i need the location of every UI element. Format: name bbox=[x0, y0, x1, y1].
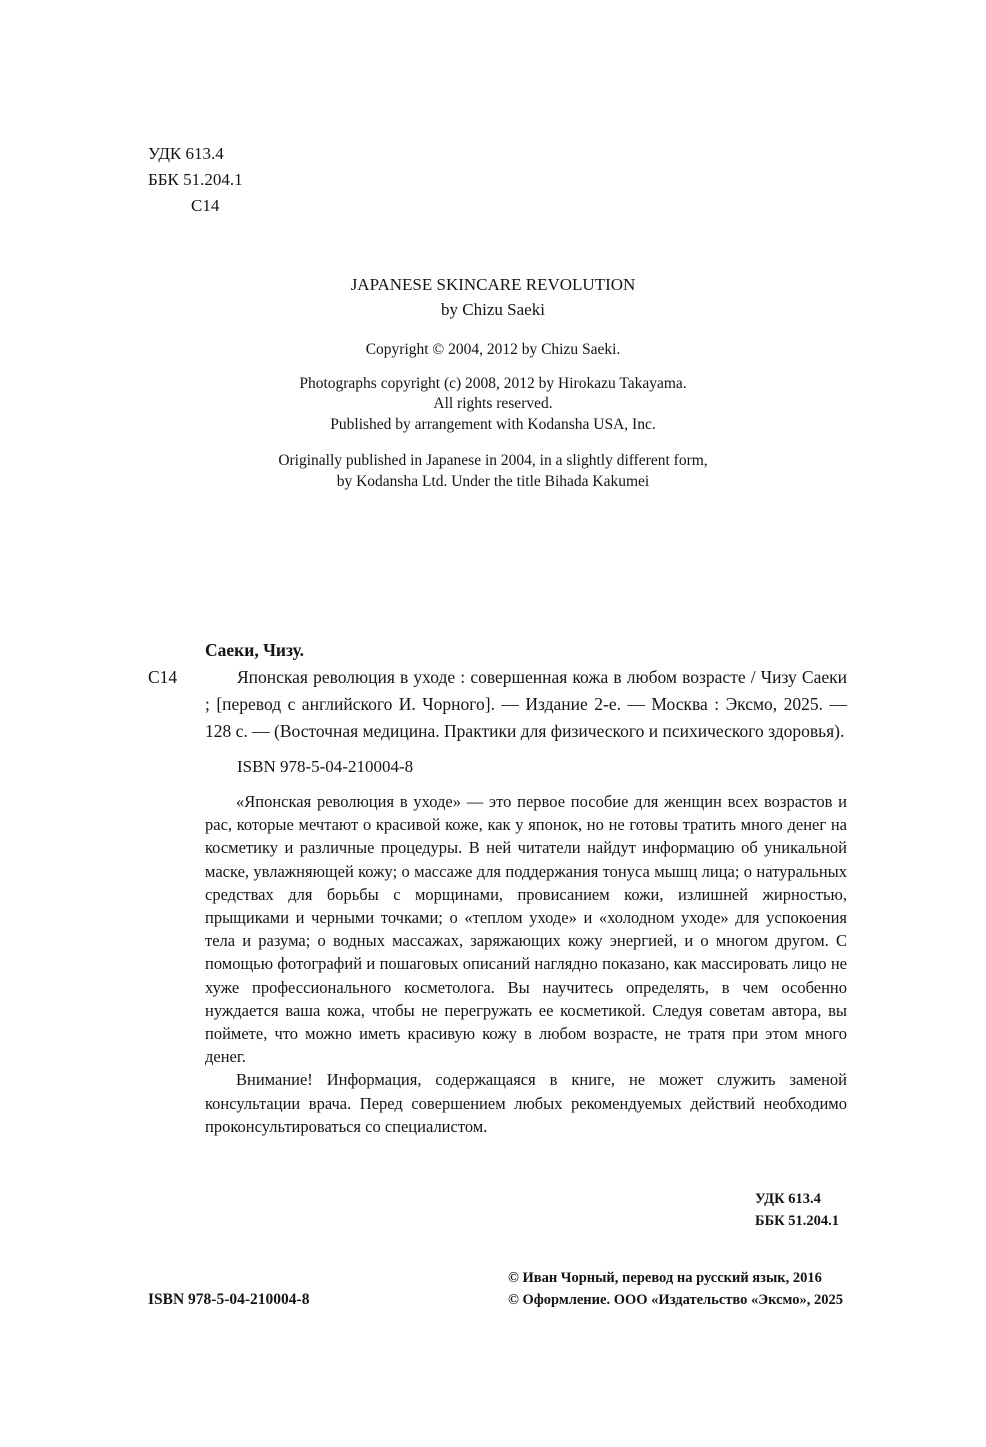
isbn-line: ISBN 978-5-04-210004-8 bbox=[237, 757, 414, 776]
russian-catalog-block bbox=[148, 637, 848, 1138]
udk-code: УДК 613.4 bbox=[148, 144, 224, 163]
footer-isbn: ISBN 978-5-04-210004-8 bbox=[148, 1291, 310, 1308]
bbk-code: ББК 51.204.1 bbox=[148, 170, 243, 189]
classification-block bbox=[148, 141, 243, 219]
udk-code-bottom: УДК 613.4 bbox=[755, 1191, 821, 1207]
original-title: JAPANESE SKINCARE REVOLUTION bbox=[350, 275, 636, 294]
footer-copyright-block bbox=[508, 1267, 843, 1311]
catalog-entry: Японская революция в уходе : совершенная кожа в любом возрасте / Чизу Саеки ; [перевод с английского И. Чорного]. — Издание 2-е. — Москва : Эксмо, 2025. — 128 с. — (Восточная медицина. Практики для физического и психического здоровья). bbox=[205, 667, 847, 741]
original-publication-block bbox=[0, 451, 986, 492]
originally-published-line: Originally published in Japanese in 2004, in a slightly different form, bbox=[278, 452, 708, 469]
original-author-byline: by Chizu Saeki bbox=[441, 300, 545, 319]
photographs-copyright-line: Photographs copyright (c) 2008, 2012 by Hirokazu Takayama. bbox=[299, 374, 687, 392]
arrangement-line: Published by arrangement with Kodansha USA, Inc. bbox=[330, 415, 656, 433]
photographs-copyright-block bbox=[0, 374, 986, 436]
rights-reserved-line: All rights reserved. bbox=[433, 395, 553, 412]
catalog-entry-wrap bbox=[148, 664, 848, 745]
catalog-author: Саеки, Чизу. bbox=[205, 640, 305, 660]
annotation-paragraph: «Японская революция в уходе» — это первое пособие для женщин всех возрастов и рас, которые мечтают о красивой коже, как у японок, но не готовы тратить много денег на косметику и различные процедуры. В ней читатели найдут информацию об уникальной маске, увлажняющей кожу; о массаже для поддержания тонуса мышц лица; о натуральных средствах для борьбы с морщинами, провисанием кожи, излишней жирностью, прыщиками и черными точками; о «теплом уходе» и «холодном уходе» для успокоения тела и разума; о водных массажах, заряжающих кожу энергией, и о многом другом. С помощью фотографий и пошаговых описаний наглядно показано, как массировать лицо не хуже профессионального косметолога. Вы научитесь определять, в чем особенно нуждается ваша кожа, чтобы не перегружать ее косметикой. Следуя советам автора, вы поймете, что можно иметь красивую кожу в любом возрасте, не тратя при этом много денег. bbox=[205, 792, 847, 1067]
bottom-classification-codes bbox=[755, 1188, 839, 1232]
author-sign-code: С14 bbox=[191, 196, 220, 215]
original-publisher-line: by Kodansha Ltd. Under the title Bihada Kakumei bbox=[336, 472, 650, 490]
catalog-margin-code: С14 bbox=[148, 667, 178, 687]
copyright-line: Copyright © 2004, 2012 by Chizu Saeki. bbox=[365, 341, 621, 358]
design-copyright-line: © Оформление. ООО «Издательство «Эксмо», 2025 bbox=[508, 1292, 843, 1308]
original-edition-block bbox=[0, 272, 986, 492]
translation-copyright-line: © Иван Чорный, перевод на русский язык, 2016 bbox=[508, 1270, 822, 1286]
bbk-code-bottom: ББК 51.204.1 bbox=[755, 1213, 840, 1229]
warning-paragraph: Внимание! Информация, содержащаяся в книге, не может служить заменой консультации врача. Перед совершением любых рекомендуемых действий необходимо проконсультироваться со специалистом. bbox=[205, 1070, 847, 1136]
